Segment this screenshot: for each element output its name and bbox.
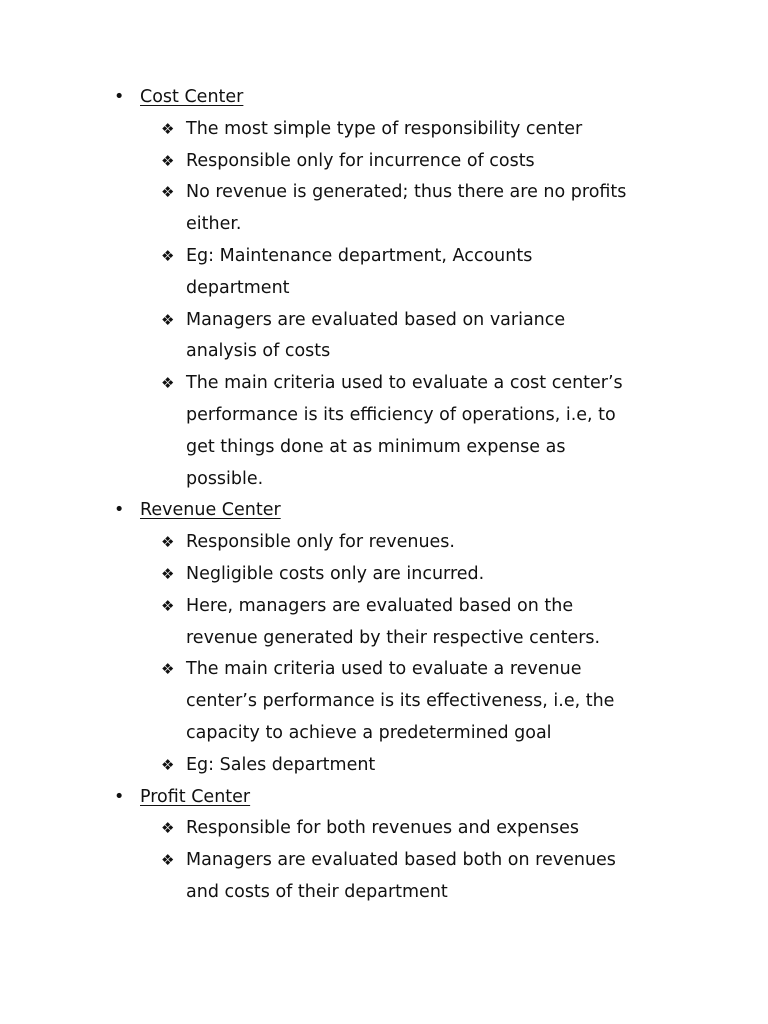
list-item-text-line: possible. — [186, 468, 264, 489]
list-item — [0, 559, 686, 591]
diamond-bullet-icon: ❖ — [161, 755, 175, 774]
list-item-text-line: The main criteria used to evaluate a cost center’s — [186, 373, 623, 394]
section-heading-row — [0, 782, 768, 814]
list-item-text-line: Managers are evaluated based both on revenues — [186, 850, 616, 871]
diamond-bullet-icon: ❖ — [161, 660, 175, 679]
bullet-icon: • — [114, 87, 125, 107]
section-heading: Profit Center — [140, 786, 251, 807]
list-item — [0, 241, 686, 305]
list-item — [0, 750, 686, 782]
diamond-bullet-icon: ❖ — [161, 851, 175, 870]
list-item-text-line: Eg: Sales department — [186, 754, 376, 775]
list-item-text-line: No revenue is generated; thus there are no profits — [186, 182, 627, 203]
list-item-text-line: Negligible costs only are incurred. — [186, 563, 485, 584]
diamond-bullet-icon: ❖ — [161, 183, 175, 202]
diamond-bullet-icon: ❖ — [161, 533, 175, 552]
diamond-bullet-icon: ❖ — [161, 119, 175, 138]
diamond-bullet-icon: ❖ — [161, 819, 175, 838]
list-item-text-line: Eg: Maintenance department, Accounts — [186, 245, 533, 266]
list-item-text-line: center’s performance is its effectiveness, i.e, the — [186, 691, 615, 712]
section-heading: Cost Center — [140, 87, 244, 107]
list-item-text-line: Responsible only for incurrence of costs — [186, 150, 535, 171]
list-item — [0, 591, 686, 655]
diamond-bullet-icon: ❖ — [161, 596, 175, 615]
list-item-text-line: The main criteria used to evaluate a revenue — [186, 659, 582, 680]
section — [0, 82, 768, 495]
list-item-text-line: department — [186, 277, 290, 298]
sub-list — [0, 813, 768, 908]
list-item — [0, 845, 686, 909]
list-item — [0, 146, 686, 178]
list-item — [0, 177, 686, 241]
diamond-bullet-icon: ❖ — [161, 374, 175, 393]
diamond-bullet-icon: ❖ — [161, 310, 175, 329]
section — [0, 782, 768, 909]
sub-list — [0, 114, 768, 496]
list-item — [0, 305, 686, 369]
list-item-text-line: Responsible for both revenues and expenses — [186, 818, 579, 839]
list-item-text-line: Here, managers are evaluated based on the — [186, 595, 574, 616]
section-heading-row — [0, 82, 768, 114]
section — [0, 495, 768, 781]
section-heading-row — [0, 495, 768, 527]
list-item-text-line: Responsible only for revenues. — [186, 532, 455, 553]
list-item-text-line: capacity to achieve a predetermined goal — [186, 722, 552, 743]
list-item — [0, 813, 686, 845]
list-item — [0, 368, 686, 495]
list-item — [0, 527, 686, 559]
list-item-text-line: The most simple type of responsibility center — [186, 118, 583, 139]
list-item-text-line: Managers are evaluated based on variance — [186, 309, 566, 330]
list-item-text-line: get things done at as minimum expense as — [186, 436, 566, 457]
bullet-icon: • — [114, 786, 125, 807]
outline-list — [0, 82, 768, 909]
diamond-bullet-icon: ❖ — [161, 246, 175, 265]
bullet-icon: • — [114, 500, 125, 521]
diamond-bullet-icon: ❖ — [161, 151, 175, 170]
list-item-text-line: revenue generated by their respective centers. — [186, 627, 601, 648]
list-item — [0, 654, 686, 749]
list-item-text-line: performance is its efficiency of operations, i.e, to — [186, 404, 616, 425]
list-item — [0, 114, 686, 146]
list-item-text-line: analysis of costs — [186, 341, 331, 362]
list-item-text-line: and costs of their department — [186, 881, 448, 902]
diamond-bullet-icon: ❖ — [161, 564, 175, 583]
sub-list — [0, 527, 768, 781]
list-item-text-line: either. — [186, 214, 242, 235]
section-heading: Revenue Center — [140, 500, 281, 521]
